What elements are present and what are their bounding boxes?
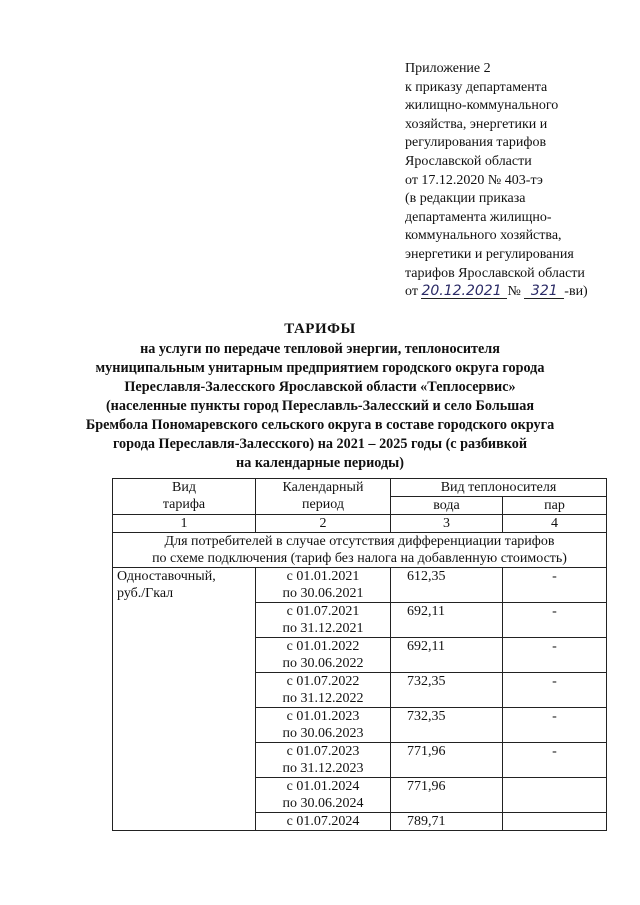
- steam-value: -: [503, 743, 607, 778]
- title-line: (населенные пункты город Переславль-Залесский и село Большая: [105, 398, 535, 414]
- period-cell: [256, 673, 391, 708]
- period-from: с 01.07.2022: [286, 674, 360, 689]
- period-to: по 31.12.2021: [282, 621, 364, 636]
- water-value: 771,96: [391, 743, 503, 778]
- col-number: 2: [256, 515, 391, 533]
- steam-value: -: [503, 708, 607, 743]
- appendix-line: Приложение 2: [405, 61, 491, 76]
- water-value: 732,35: [391, 708, 503, 743]
- header-period: [256, 479, 391, 515]
- header-tariff-type: [113, 479, 256, 515]
- period-from: с 01.07.2024: [286, 814, 360, 829]
- appendix-line: коммунального хозяйства,: [405, 228, 562, 244]
- appendix-line: тарифов Ярославской области: [405, 265, 585, 281]
- appendix-line: (в редакции приказа: [405, 191, 526, 207]
- water-value: 612,35: [391, 568, 503, 603]
- steam-value: [503, 778, 607, 813]
- water-value: 789,71: [391, 813, 503, 831]
- tariff-label-line: Одноставочный,: [117, 569, 216, 584]
- tariff-label-line: руб./Гкал: [117, 586, 174, 601]
- appendix-line: Ярославской области: [405, 153, 532, 169]
- column-number-row: [113, 515, 607, 533]
- title-line: Брембола Пономаревского сельского округа в составе городского округа: [85, 417, 555, 433]
- appendix-line: регулирования тарифов: [405, 135, 547, 151]
- title-line: муниципальным унитарным предприятием городского округа города: [95, 360, 545, 376]
- appendix-line: от 17.12.2020 № 403-тэ: [405, 172, 543, 188]
- col-number: 4: [503, 515, 607, 533]
- group-title-line: Для потребителей в случае отсутствия дифференциации тарифов: [164, 534, 555, 549]
- period-to: по 30.06.2021: [282, 586, 364, 601]
- appendix-amendment-line: [405, 283, 635, 302]
- period-from: с 01.01.2023: [286, 709, 360, 724]
- group-title-line: по схеме подключения (тариф без налога на добавленную стоимость): [152, 551, 567, 566]
- title-line: на услуги по передаче тепловой энергии, теплоносителя: [140, 341, 500, 357]
- water-value: 771,96: [391, 778, 503, 813]
- steam-value: -: [503, 603, 607, 638]
- water-value: 692,11: [391, 638, 503, 673]
- period-cell: [256, 813, 391, 831]
- header-water: вода: [391, 497, 503, 515]
- header-text: Вид: [172, 480, 196, 495]
- appendix-line: к приказу департамента: [405, 79, 548, 95]
- steam-value: [503, 813, 607, 831]
- header-text: Календарный: [282, 480, 364, 495]
- group-title: [113, 533, 607, 568]
- water-value: 692,11: [391, 603, 503, 638]
- header-steam: пар: [503, 497, 607, 515]
- col-number: 1: [113, 515, 256, 533]
- appendix-line: жилищно-коммунального: [405, 98, 559, 114]
- appendix-block: [405, 60, 635, 302]
- appendix-line: хозяйства, энергетики и: [405, 116, 548, 132]
- header-carrier: Вид теплоносителя: [391, 479, 607, 497]
- group-title-row: [113, 533, 607, 568]
- document-title: ТАРИФЫ: [284, 321, 356, 337]
- appendix-from-prefix: от: [405, 284, 418, 300]
- title-line: города Переславля-Залесского) на 2021 – 2025 годы (с разбивкой: [112, 436, 528, 452]
- steam-value: -: [503, 638, 607, 673]
- period-from: с 01.01.2024: [286, 779, 360, 794]
- header-text: тарифа: [162, 497, 206, 512]
- period-to: по 30.06.2023: [282, 726, 364, 741]
- number-sign: №: [507, 284, 521, 300]
- tariff-label: [113, 568, 256, 831]
- appendix-line: департамента жилищно-: [405, 209, 552, 225]
- handwritten-date: 20.12.2021: [421, 284, 507, 299]
- appendix-suffix: -ви): [564, 284, 588, 300]
- period-cell: [256, 708, 391, 743]
- period-from: с 01.07.2021: [286, 604, 360, 619]
- title-line: на календарные периоды): [236, 455, 404, 471]
- water-value: 732,35: [391, 673, 503, 708]
- period-cell: [256, 743, 391, 778]
- appendix-line: энергетики и регулирования: [405, 246, 574, 262]
- period-cell: [256, 603, 391, 638]
- period-from: с 01.01.2021: [286, 569, 360, 584]
- period-to: по 30.06.2024: [282, 796, 364, 811]
- title-line: Переславля-Залесского Ярославской области «Теплосервис»: [124, 379, 516, 395]
- document-title-block: [40, 320, 600, 473]
- steam-value: -: [503, 568, 607, 603]
- period-cell: [256, 638, 391, 673]
- tariff-table: [112, 478, 607, 831]
- header-text: период: [302, 497, 344, 512]
- period-cell: [256, 778, 391, 813]
- period-from: с 01.07.2023: [286, 744, 360, 759]
- period-to: по 31.12.2023: [282, 761, 364, 776]
- col-number: 3: [391, 515, 503, 533]
- period-to: по 30.06.2022: [282, 656, 364, 671]
- period-to: по 31.12.2022: [282, 691, 364, 706]
- table-row: [113, 568, 607, 603]
- handwritten-number: 321: [524, 284, 564, 299]
- steam-value: -: [503, 673, 607, 708]
- header-row: [113, 479, 607, 497]
- period-cell: [256, 568, 391, 603]
- period-from: с 01.01.2022: [286, 639, 360, 654]
